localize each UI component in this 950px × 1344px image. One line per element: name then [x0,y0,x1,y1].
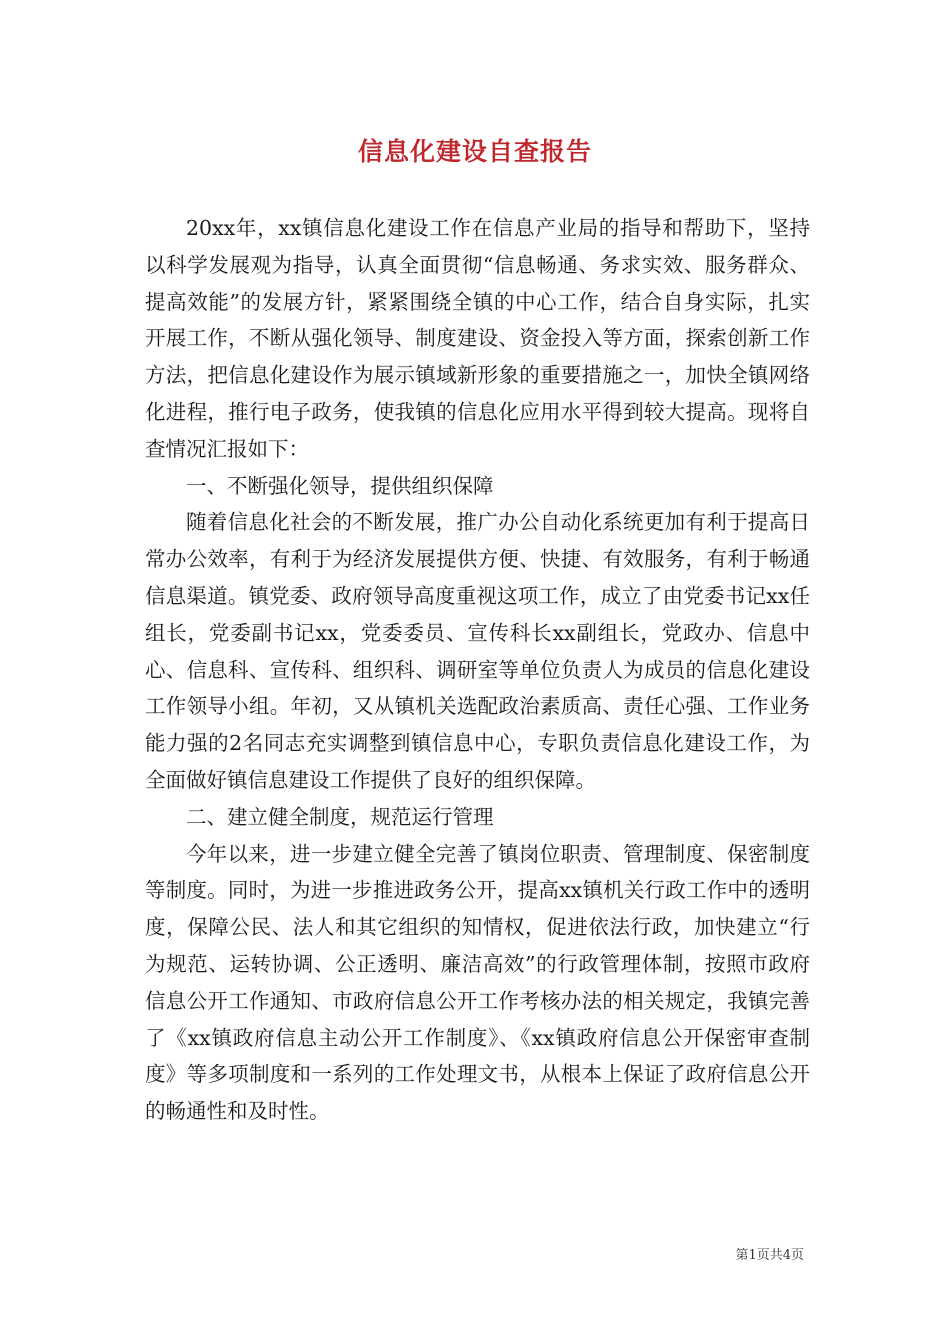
section-2-paragraph: 今年以来，进一步建立健全完善了镇岗位职责、管理制度、保密制度等制度。同时，为进一步推进政务公开，提高xx镇机关行政工作中的透明度，保障公民、法人和其它组织的知情权，促进依法行政，加快建立“行为规范、运转协调、公正透明、廉洁高效”的行政管理体制，按照市政府信息公开工作通知、市政府信息公开工作考核办法的相关规定，我镇完善了《xx镇政府信息主动公开工作制度》、《xx镇政府信息公开保密审查制度》等多项制度和一系列的工作处理文书，从根本上保证了政府信息公开的畅通性和及时性。 [145,841,810,1124]
section-heading-1: 一、不断强化领导，提供组织保障 [186,473,494,498]
document-title: 信息化建设自查报告 [357,137,592,166]
page-number: 第1页共4页 [735,1248,804,1263]
intro-paragraph: 20xx年，xx镇信息化建设工作在信息产业局的指导和帮助下，坚持以科学发展观为指导，认真全面贯彻“信息畅通、务求实效、服务群众、提高效能”的发展方针，紧紧围绕全镇的中心工作，结合自身实际，扎实开展工作，不断从强化领导、制度建设、资金投入等方面，探索创新工作方法，把信息化建设作为展示镇域新形象的重要措施之一，加快全镇网络化进程，推行电子政务，使我镇的信息化应用水平得到较大提高。现将自查情况汇报如下： [145,216,810,461]
document-body [145,210,810,1130]
section-heading-2: 二、建立健全制度，规范运行管理 [186,804,494,829]
section-1-paragraph: 随着信息化社会的不断发展，推广办公自动化系统更加有利于提高日常办公效率，有利于为经济发展提供方便、快捷、有效服务，有利于畅通信息渠道。镇党委、政府领导高度重视这项工作，成立了由党委书记xx任组长，党委副书记xx，党委委员、宣传科长xx副组长，党政办、信息中心、信息科、宣传科、组织科、调研室等单位负责人为成员的信息化建设工作领导小组。年初，又从镇机关选配政治素质高、责任心强、工作业务能力强的2名同志充实调整到镇信息中心，专职负责信息化建设工作，为全面做好镇信息建设工作提供了良好的组织保障。 [145,510,810,792]
